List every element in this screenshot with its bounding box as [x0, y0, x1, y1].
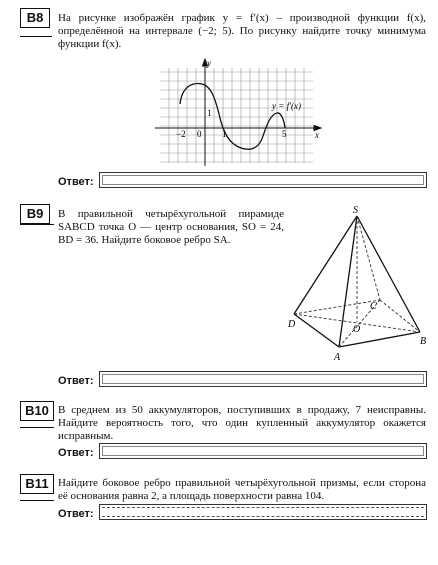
- separator-line: [20, 500, 54, 501]
- y-axis-label: y: [207, 58, 211, 68]
- problem-text-b8: На рисунке изображён график y = f′(x) – производной функции f(x), определённой на интервале (−2; 5). По рисунку найдите точку минимума функции f(x).: [58, 12, 426, 50]
- answer-label-b11: Ответ:: [58, 508, 94, 520]
- answer-label-b10: Ответ:: [58, 447, 94, 459]
- tick-label-1-x: 1: [222, 129, 227, 139]
- problem-text-b10: В среднем из 50 аккумуляторов, поступивших в продажу, 7 неисправны. Найдите вероятность того, что один купленный аккумулятор окажется исправным.: [58, 404, 426, 442]
- problem-text-b11: Найдите боковое ребро правильной четырёхугольной призмы, если сторона её основания равна 2, а площадь поверхности равна 104.: [58, 477, 426, 502]
- answer-field-b10[interactable]: [99, 443, 427, 459]
- problem-number-b9: B9: [20, 204, 50, 224]
- tick-label-1-y: 1: [207, 108, 212, 118]
- x-axis-label: x: [315, 130, 319, 140]
- pyramid-figure: [282, 202, 432, 370]
- vertex-label-d: D: [288, 319, 296, 330]
- answer-field-b8[interactable]: [99, 172, 427, 188]
- answer-label-b8: Ответ:: [58, 176, 94, 188]
- answer-field-b9[interactable]: [99, 371, 427, 387]
- problem-number-b10: B10: [20, 401, 54, 421]
- separator-line: [20, 427, 54, 428]
- vertex-label-s: S: [353, 205, 358, 216]
- problem-number-b11: B11: [20, 474, 54, 494]
- curve-label: y = f′(x): [272, 101, 302, 111]
- problem-number-b8: B8: [20, 8, 50, 28]
- vertex-label-b: B: [420, 336, 427, 347]
- derivative-graph: [155, 58, 325, 168]
- tick-label-0: 0: [197, 129, 202, 139]
- vertex-label-a: A: [334, 352, 341, 363]
- problem-text-b9: В правильной четырёхугольной пирамиде SABCD точка O — центр основания, SO = 24, BD = 36. Найдите боковое ребро SA.: [58, 208, 284, 246]
- answer-field-b11[interactable]: [99, 504, 427, 520]
- tick-label-5: 5: [282, 129, 287, 139]
- separator-line: [20, 36, 52, 37]
- tick-label-minus-2: −2: [176, 129, 186, 139]
- vertex-label-c: C: [370, 301, 377, 312]
- answer-label-b9: Ответ:: [58, 375, 94, 387]
- center-label-o: O: [353, 324, 361, 335]
- separator-line: [20, 224, 54, 225]
